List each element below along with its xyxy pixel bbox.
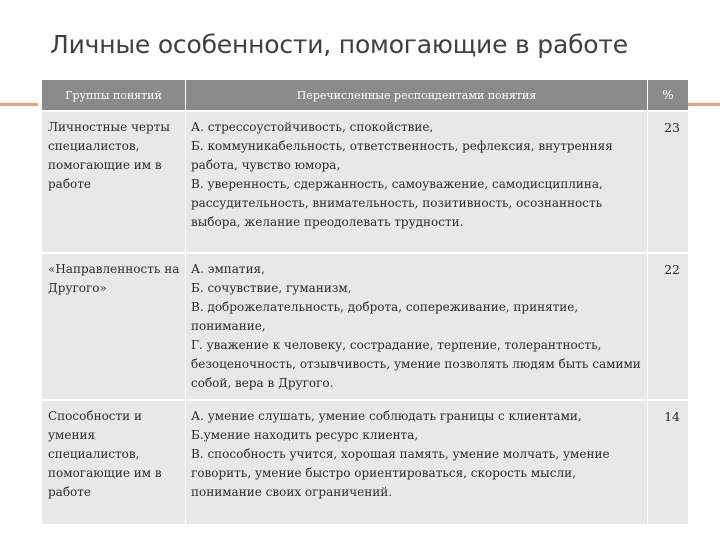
table-row — [42, 110, 688, 252]
page-title: Личные особенности, помогающие в работе — [50, 30, 628, 59]
group-cell: Способности и умения специалистов, помогающие им в работе — [42, 399, 185, 524]
header-percent: % — [647, 80, 688, 110]
percent-cell: 23 — [647, 110, 688, 252]
concept-line: Б.умение находить ресурс клиента, — [191, 428, 419, 442]
concept-line: Б. сочувствие, гуманизм, — [191, 281, 352, 295]
table-header-row — [42, 80, 688, 110]
concept-line: Б. коммуникабельность, ответственность, рефлексия, внутренняя работа, чувство юмора, — [191, 139, 613, 172]
group-cell: Личностные черты специалистов, помогающие им в работе — [42, 110, 185, 252]
header-groups: Группы понятий — [42, 80, 185, 110]
concept-line: В. уверенность, сдержанность, самоуважение, самодисциплина, рассудительность, внимательность, позитивность, осознанность выбора, желание преодолевать трудности. — [191, 177, 603, 229]
percent-cell: 22 — [647, 252, 688, 399]
concept-line: В. доброжелательность, доброта, сопереживание, принятие, понимание, — [191, 300, 579, 333]
concept-line: А. стрессоустойчивость, спокойствие, — [191, 120, 434, 134]
group-cell: «Направленность на Другого» — [42, 252, 185, 399]
accent-line-right — [688, 103, 720, 106]
concepts-cell — [185, 252, 647, 399]
concept-line: А. эмпатия, — [191, 262, 265, 276]
percent-cell: 14 — [647, 399, 688, 524]
table-row — [42, 399, 688, 524]
concepts-cell — [185, 110, 647, 252]
table-row — [42, 252, 688, 399]
concept-line: А. умение слушать, умение соблюдать границы с клиентами, — [191, 409, 582, 423]
accent-line-left — [0, 103, 38, 106]
concepts-cell — [185, 399, 647, 524]
concept-line: В. способность учится, хорошая память, умение молчать, умение говорить, умение быстро ориентироваться, скорость мысли, понимание своих ограничений. — [191, 447, 610, 499]
concepts-table — [42, 80, 688, 524]
header-concepts: Перечисленные респондентами понятия — [185, 80, 647, 110]
concept-line: Г. уважение к человеку, сострадание, терпение, толерантность, безоценочность, отзывчивость, умение позволять людям быть самими собой, вера в Другого. — [191, 338, 641, 390]
